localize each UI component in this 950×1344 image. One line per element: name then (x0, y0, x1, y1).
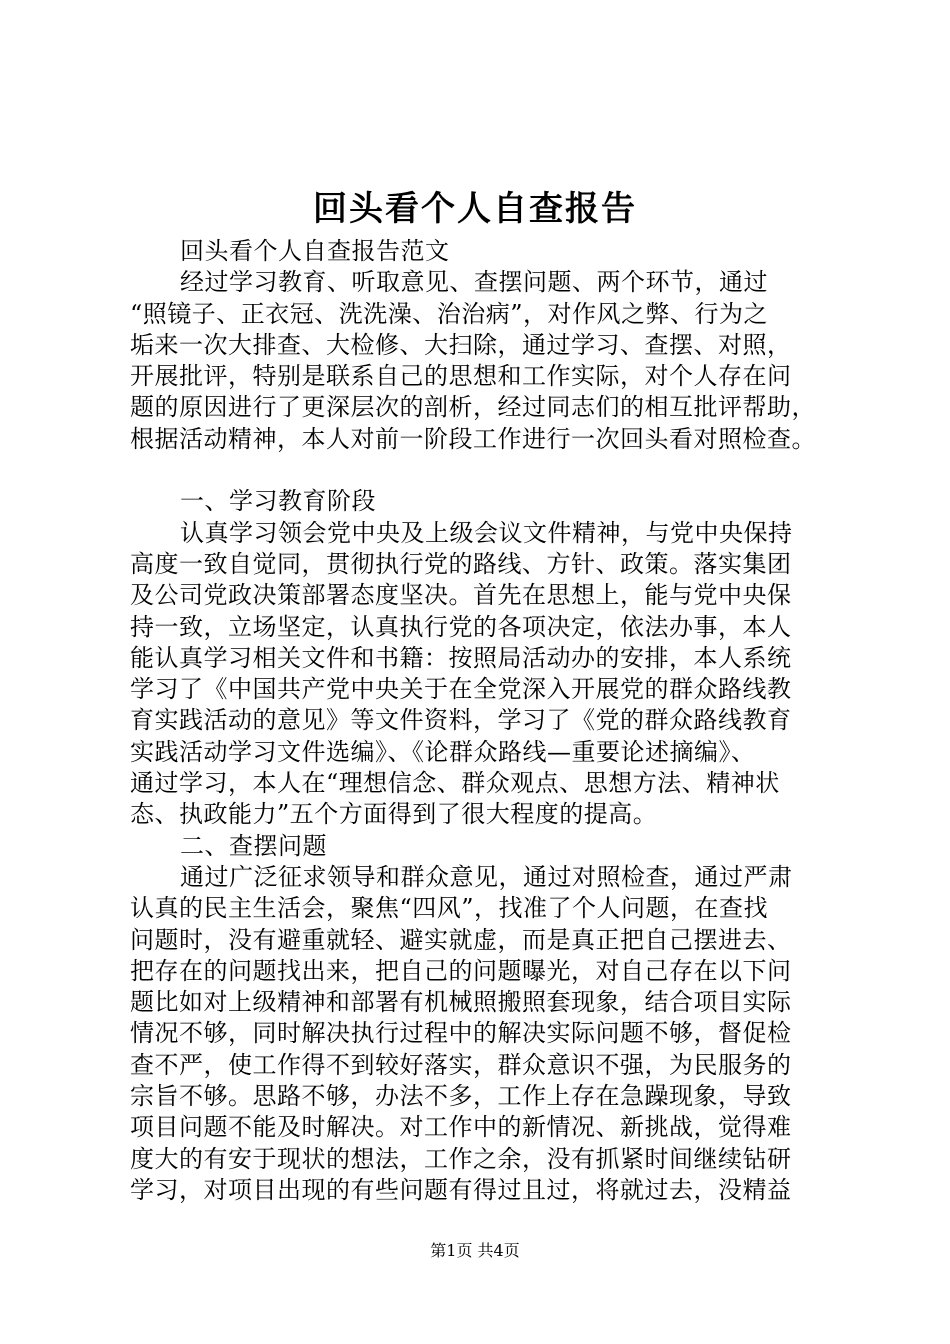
section2-line: 情况不够，同时解决执行过程中的解决实际问题不够，督促检 (130, 1019, 792, 1048)
section1-line: 育实践活动的意见》等文件资料，学习了《党的群众路线教育 (130, 706, 792, 735)
page-number-footer: 第1页 共4页 (430, 1241, 520, 1260)
section1-heading: 一、学习教育阶段 (180, 487, 376, 516)
section2-line: 题比如对上级精神和部署有机械照搬照套现象，结合项目实际 (130, 988, 792, 1017)
section2-line: 宗旨不够。思路不够，办法不多，工作上存在急躁现象，导致 (130, 1082, 792, 1111)
section1-line: 学习了《中国共产党中央关于在全党深入开展党的群众路线教 (130, 675, 792, 704)
document-title: 回头看个人自查报告 (313, 189, 637, 229)
intro-line: 经过学习教育、听取意见、查摆问题、两个环节，通过 (180, 268, 768, 297)
section2-line: 通过广泛征求领导和群众意见，通过对照检查，通过严肃 (180, 862, 793, 891)
section2-line: 学习，对项目出现的有些问题有得过且过，将就过去，没精益 (130, 1175, 792, 1204)
section1-line: 持一致，立场坚定，认真执行党的各项决定，依法办事，本人 (130, 612, 792, 641)
intro-line: 垢来一次大排查、大检修、大扫除，通过学习、查摆、对照， (130, 330, 792, 359)
section2-line: 项目问题不能及时解决。对工作中的新情况、新挑战，觉得难 (130, 1113, 792, 1142)
document-body (130, 236, 830, 1206)
section2-line: 查不严，使工作得不到较好落实，群众意识不强，为民服务的 (130, 1050, 792, 1079)
intro-line: 开展批评，特别是联系自己的思想和工作实际，对个人存在问 (130, 362, 792, 391)
intro-line: “照镜子、正衣冠、洗洗澡、治治病”，对作风之弊、行为之 (130, 299, 769, 328)
section1-line: 实践活动学习文件选编》、《论群众路线—重要论述摘编》、 (130, 737, 756, 766)
section1-line: 能认真学习相关文件和书籍：按照局活动办的安排，本人系统 (130, 643, 792, 672)
section2-line: 认真的民主生活会，聚焦“四风”，找准了个人问题，在查找 (130, 894, 769, 923)
section2-line: 问题时，没有避重就轻、避实就虚，而是真正把自己摆进去、 (130, 925, 792, 954)
section2-paragraph (130, 862, 830, 1206)
section1-line: 认真学习领会党中央及上级会议文件精神，与党中央保持 (180, 518, 793, 547)
section1-paragraph (130, 518, 830, 831)
intro-paragraph (130, 267, 830, 455)
paragraph-gap (130, 455, 830, 486)
intro-line: 题的原因进行了更深层次的剖析，经过同志们的相互批评帮助， (130, 393, 816, 422)
intro-line: 根据活动精神，本人对前一阶段工作进行一次回头看对照检查。 (130, 424, 816, 453)
section1-line: 通过学习，本人在“理想信念、群众观点、思想方法、精神状 (130, 769, 780, 798)
section2-line: 度大的有安于现状的想法，工作之余，没有抓紧时间继续钻研 (130, 1144, 792, 1173)
section1-line: 及公司党政决策部署态度坚决。首先在思想上，能与党中央保 (130, 581, 792, 610)
document-subtitle: 回头看个人自查报告范文 (180, 237, 450, 265)
section2-line: 把存在的问题找出来，把自己的问题曝光，对自己存在以下问 (130, 956, 792, 985)
section1-line: 态、执政能力”五个方面得到了很大程度的提高。 (130, 800, 658, 829)
section2-heading: 二、查摆问题 (180, 831, 327, 860)
section1-line: 高度一致自觉同，贯彻执行党的路线、方针、政策。落实集团 (130, 549, 792, 578)
